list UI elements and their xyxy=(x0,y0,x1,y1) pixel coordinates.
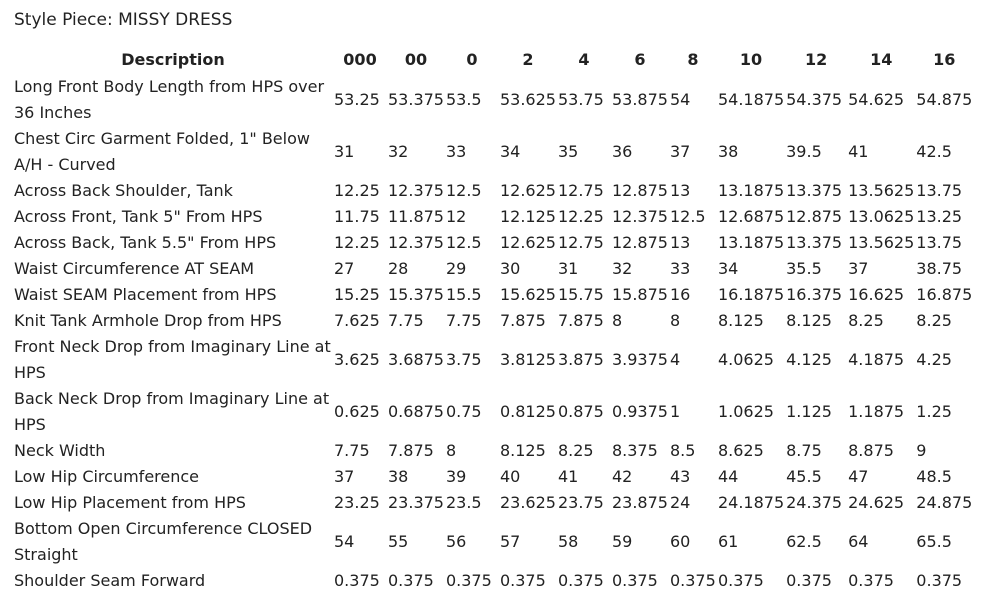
measurement-cell: 16.625 xyxy=(848,285,905,304)
measurement-cell: 0.375 xyxy=(445,571,492,590)
column-header-size: 0 xyxy=(466,50,478,69)
measurement-cell: 24.1875 xyxy=(717,493,785,512)
row-description: Back Neck Drop from Imaginary Line at HPS xyxy=(14,389,330,434)
measurement-cell: 53.625 xyxy=(499,90,556,109)
measurement-cell: 7.875 xyxy=(499,311,546,330)
measurement-cell: 7.875 xyxy=(557,311,604,330)
measurement-cell: 23.875 xyxy=(611,493,668,512)
table-row xyxy=(12,230,972,256)
measurement-cell: 37 xyxy=(669,142,691,161)
measurement-cell: 29 xyxy=(445,259,467,278)
measurement-cell: 8.25 xyxy=(916,311,952,330)
measurement-cell: 31 xyxy=(557,259,579,278)
column-header-size: 8 xyxy=(687,50,699,69)
measurement-cell: 13 xyxy=(669,181,691,200)
measurement-cell: 53.5 xyxy=(445,90,482,109)
measurement-cell: 13.1875 xyxy=(717,181,785,200)
measurement-cell: 8.625 xyxy=(717,441,764,460)
measurement-cell: 3.875 xyxy=(557,350,604,369)
measurement-cell: 30 xyxy=(499,259,521,278)
measurement-cell: 7.75 xyxy=(445,311,482,330)
measurement-cell: 45.5 xyxy=(786,467,822,486)
measurement-cell: 60 xyxy=(669,532,691,551)
measurement-cell: 0.375 xyxy=(611,571,658,590)
column-header-size: 4 xyxy=(578,50,590,69)
measurement-cell: 16.875 xyxy=(916,285,973,304)
column-header-size: 000 xyxy=(343,50,377,69)
column-header-size: 00 xyxy=(404,50,428,69)
measurement-cell: 12.25 xyxy=(557,207,604,226)
measurement-cell: 0.9375 xyxy=(611,402,668,421)
measurement-cell: 56 xyxy=(445,532,467,551)
row-description: Bottom Open Circumference CLOSED Straight xyxy=(14,519,313,564)
measurement-cell: 34 xyxy=(499,142,521,161)
measurement-cell: 13.5625 xyxy=(848,233,915,252)
measurement-cell: 12.375 xyxy=(388,233,444,252)
measurement-cell: 0.8125 xyxy=(499,402,556,421)
measurement-cell: 15.875 xyxy=(611,285,668,304)
row-description: Neck Width xyxy=(14,441,106,460)
measurement-cell: 12.6875 xyxy=(717,207,785,226)
measurement-cell: 40 xyxy=(499,467,521,486)
measurement-cell: 65.5 xyxy=(916,532,952,551)
measurement-cell: 28 xyxy=(388,259,409,278)
measurement-cell: 54.625 xyxy=(848,90,905,109)
table-row xyxy=(12,464,972,490)
measurement-cell: 23.5 xyxy=(445,493,482,512)
measurement-cell: 1 xyxy=(669,402,681,421)
measurement-cell: 0.375 xyxy=(499,571,546,590)
measurement-cell: 3.9375 xyxy=(611,350,668,369)
measurement-cell: 15.75 xyxy=(557,285,604,304)
measurement-cell: 32 xyxy=(388,142,409,161)
measurement-cell: 33 xyxy=(445,142,467,161)
measurement-cell: 57 xyxy=(499,532,521,551)
measurement-cell: 16.1875 xyxy=(717,285,785,304)
row-description: Waist SEAM Placement from HPS xyxy=(14,285,277,304)
measurement-cell: 0.875 xyxy=(557,402,604,421)
measurement-cell: 0.6875 xyxy=(388,402,444,421)
column-header-size: 6 xyxy=(634,50,646,69)
measurement-cell: 12.375 xyxy=(611,207,668,226)
measurement-cell: 12.875 xyxy=(786,207,843,226)
measurement-cell: 13.75 xyxy=(916,233,963,252)
table-row xyxy=(12,204,972,230)
measurement-cell: 13.25 xyxy=(916,207,963,226)
measurement-cell: 12.75 xyxy=(557,181,604,200)
measurement-cell: 7.75 xyxy=(388,311,424,330)
measurement-cell: 0.375 xyxy=(557,571,604,590)
measurement-cell: 12.875 xyxy=(611,233,668,252)
measurement-cell: 12.75 xyxy=(557,233,604,252)
row-description: Across Back Shoulder, Tank xyxy=(14,181,233,200)
measurement-cell: 42 xyxy=(611,467,633,486)
spec-table xyxy=(12,46,972,594)
measurement-cell: 3.75 xyxy=(445,350,482,369)
measurement-cell: 38.75 xyxy=(916,259,963,278)
table-row xyxy=(12,490,972,516)
measurement-cell: 0.375 xyxy=(334,571,380,590)
row-description: Waist Circumference AT SEAM xyxy=(14,259,255,278)
measurement-cell: 53.875 xyxy=(611,90,668,109)
table-row xyxy=(12,126,972,178)
measurement-cell: 33 xyxy=(669,259,691,278)
measurement-cell: 62.5 xyxy=(786,532,822,551)
measurement-cell: 23.625 xyxy=(499,493,556,512)
measurement-cell: 8 xyxy=(611,311,623,330)
measurement-cell: 0.375 xyxy=(669,571,716,590)
measurement-cell: 55 xyxy=(388,532,409,551)
measurement-cell: 24 xyxy=(669,493,691,512)
measurement-cell: 13.375 xyxy=(786,233,843,252)
measurement-cell: 13 xyxy=(669,233,691,252)
measurement-cell: 53.75 xyxy=(557,90,604,109)
measurement-cell: 11.875 xyxy=(388,207,444,226)
measurement-cell: 12.625 xyxy=(499,233,556,252)
measurement-cell: 35.5 xyxy=(786,259,822,278)
measurement-cell: 39.5 xyxy=(786,142,822,161)
measurement-cell: 48.5 xyxy=(916,467,952,486)
measurement-cell: 53.25 xyxy=(334,90,380,109)
measurement-cell: 12.375 xyxy=(388,181,444,200)
measurement-cell: 0.375 xyxy=(786,571,832,590)
measurement-cell: 4.0625 xyxy=(717,350,774,369)
measurement-cell: 38 xyxy=(388,467,409,486)
measurement-cell: 12.25 xyxy=(334,181,380,200)
page-title: Style Piece: MISSY DRESS xyxy=(14,10,233,30)
measurement-cell: 64 xyxy=(848,532,869,551)
measurement-cell: 58 xyxy=(557,532,579,551)
row-description: Across Back, Tank 5.5" From HPS xyxy=(14,233,277,252)
row-description: Long Front Body Length from HPS over 36 Inches xyxy=(14,77,325,122)
measurement-cell: 7.625 xyxy=(334,311,380,330)
measurement-cell: 15.625 xyxy=(499,285,556,304)
table-row xyxy=(12,334,972,386)
measurement-cell: 12.25 xyxy=(334,233,380,252)
measurement-cell: 8.375 xyxy=(611,441,658,460)
measurement-cell: 1.25 xyxy=(916,402,952,421)
measurement-cell: 35 xyxy=(557,142,579,161)
column-header-size: 16 xyxy=(933,50,956,69)
row-description: Across Front, Tank 5" From HPS xyxy=(14,207,263,226)
measurement-cell: 0.75 xyxy=(445,402,482,421)
measurement-cell: 9 xyxy=(916,441,927,460)
measurement-cell: 54.375 xyxy=(786,90,843,109)
measurement-cell: 7.75 xyxy=(334,441,370,460)
measurement-cell: 59 xyxy=(611,532,633,551)
measurement-cell: 4.125 xyxy=(786,350,832,369)
row-description: Low Hip Circumference xyxy=(14,467,200,486)
table-row xyxy=(12,568,972,594)
measurement-cell: 0.375 xyxy=(848,571,894,590)
measurement-cell: 1.1875 xyxy=(848,402,905,421)
measurement-cell: 12.5 xyxy=(669,207,706,226)
column-header-size: 14 xyxy=(870,50,893,69)
measurement-cell: 39 xyxy=(445,467,467,486)
row-description: Knit Tank Armhole Drop from HPS xyxy=(14,311,282,330)
measurement-cell: 4 xyxy=(669,350,681,369)
row-description: Low Hip Placement from HPS xyxy=(14,493,246,512)
measurement-cell: 53.375 xyxy=(388,90,444,109)
table-row xyxy=(12,516,972,568)
table-body xyxy=(12,74,972,594)
table-row xyxy=(12,256,972,282)
measurement-cell: 23.375 xyxy=(388,493,444,512)
measurement-cell: 8 xyxy=(445,441,457,460)
measurement-cell: 8.5 xyxy=(669,441,696,460)
measurement-cell: 23.25 xyxy=(334,493,380,512)
measurement-cell: 15.5 xyxy=(445,285,482,304)
measurement-cell: 36 xyxy=(611,142,633,161)
measurement-cell: 32 xyxy=(611,259,633,278)
measurement-cell: 11.75 xyxy=(334,207,380,226)
measurement-cell: 13.1875 xyxy=(717,233,785,252)
measurement-cell: 13.0625 xyxy=(848,207,915,226)
measurement-cell: 1.0625 xyxy=(717,402,774,421)
measurement-cell: 8.125 xyxy=(717,311,764,330)
measurement-cell: 0.375 xyxy=(717,571,764,590)
table-row xyxy=(12,282,972,308)
row-description: Shoulder Seam Forward xyxy=(14,571,206,590)
measurement-cell: 42.5 xyxy=(916,142,952,161)
measurement-cell: 54.875 xyxy=(916,90,973,109)
measurement-cell: 12.5 xyxy=(445,181,482,200)
row-description: Front Neck Drop from Imaginary Line at HPS xyxy=(14,337,331,382)
table-row xyxy=(12,178,972,204)
measurement-cell: 34 xyxy=(717,259,739,278)
measurement-cell: 16 xyxy=(669,285,691,304)
measurement-cell: 8.25 xyxy=(848,311,884,330)
measurement-cell: 15.25 xyxy=(334,285,380,304)
measurement-cell: 24.625 xyxy=(848,493,905,512)
measurement-cell: 43 xyxy=(669,467,691,486)
column-header-size: 12 xyxy=(804,50,828,69)
measurement-cell: 13.5625 xyxy=(848,181,915,200)
measurement-cell: 15.375 xyxy=(388,285,444,304)
measurement-cell: 12.125 xyxy=(499,207,556,226)
table-row xyxy=(12,74,972,126)
table-row xyxy=(12,386,972,438)
measurement-cell: 27 xyxy=(334,259,355,278)
measurement-cell: 24.375 xyxy=(786,493,843,512)
measurement-cell: 12.875 xyxy=(611,181,668,200)
measurement-cell: 8.25 xyxy=(557,441,594,460)
measurement-cell: 8.75 xyxy=(786,441,822,460)
measurement-cell: 41 xyxy=(557,467,579,486)
measurement-cell: 16.375 xyxy=(786,285,843,304)
measurement-cell: 1.125 xyxy=(786,402,832,421)
measurement-cell: 8.875 xyxy=(848,441,894,460)
measurement-cell: 54 xyxy=(669,90,691,109)
measurement-cell: 3.8125 xyxy=(499,350,556,369)
measurement-cell: 0.375 xyxy=(388,571,434,590)
measurement-cell: 13.75 xyxy=(916,181,963,200)
measurement-cell: 37 xyxy=(848,259,869,278)
measurement-cell: 12 xyxy=(445,207,467,226)
measurement-cell: 7.875 xyxy=(388,441,434,460)
measurement-cell: 12.625 xyxy=(499,181,556,200)
measurement-cell: 3.625 xyxy=(334,350,380,369)
measurement-cell: 13.375 xyxy=(786,181,843,200)
measurement-cell: 38 xyxy=(717,142,739,161)
column-header-description: Description xyxy=(121,50,225,69)
measurement-cell: 0.375 xyxy=(916,571,963,590)
row-description: Chest Circ Garment Folded, 1" Below A/H - Curved xyxy=(14,129,310,174)
measurement-cell: 47 xyxy=(848,467,869,486)
table-row xyxy=(12,438,972,464)
column-header-size: 2 xyxy=(522,50,534,69)
measurement-cell: 23.75 xyxy=(557,493,604,512)
measurement-cell: 8.125 xyxy=(786,311,832,330)
measurement-cell: 37 xyxy=(334,467,355,486)
measurement-cell: 4.1875 xyxy=(848,350,905,369)
measurement-cell: 61 xyxy=(717,532,739,551)
measurement-cell: 8.125 xyxy=(499,441,546,460)
measurement-cell: 12.5 xyxy=(445,233,482,252)
measurement-cell: 3.6875 xyxy=(388,350,444,369)
measurement-cell: 54.1875 xyxy=(717,90,785,109)
measurement-cell: 31 xyxy=(334,142,355,161)
measurement-cell: 24.875 xyxy=(916,493,973,512)
measurement-cell: 54 xyxy=(334,532,355,551)
column-header-size: 10 xyxy=(739,50,763,69)
table-header-row xyxy=(12,46,972,74)
table-row xyxy=(12,308,972,334)
measurement-cell: 44 xyxy=(717,467,739,486)
measurement-cell: 4.25 xyxy=(916,350,952,369)
measurement-cell: 8 xyxy=(669,311,681,330)
measurement-cell: 41 xyxy=(848,142,869,161)
measurement-cell: 0.625 xyxy=(334,402,380,421)
